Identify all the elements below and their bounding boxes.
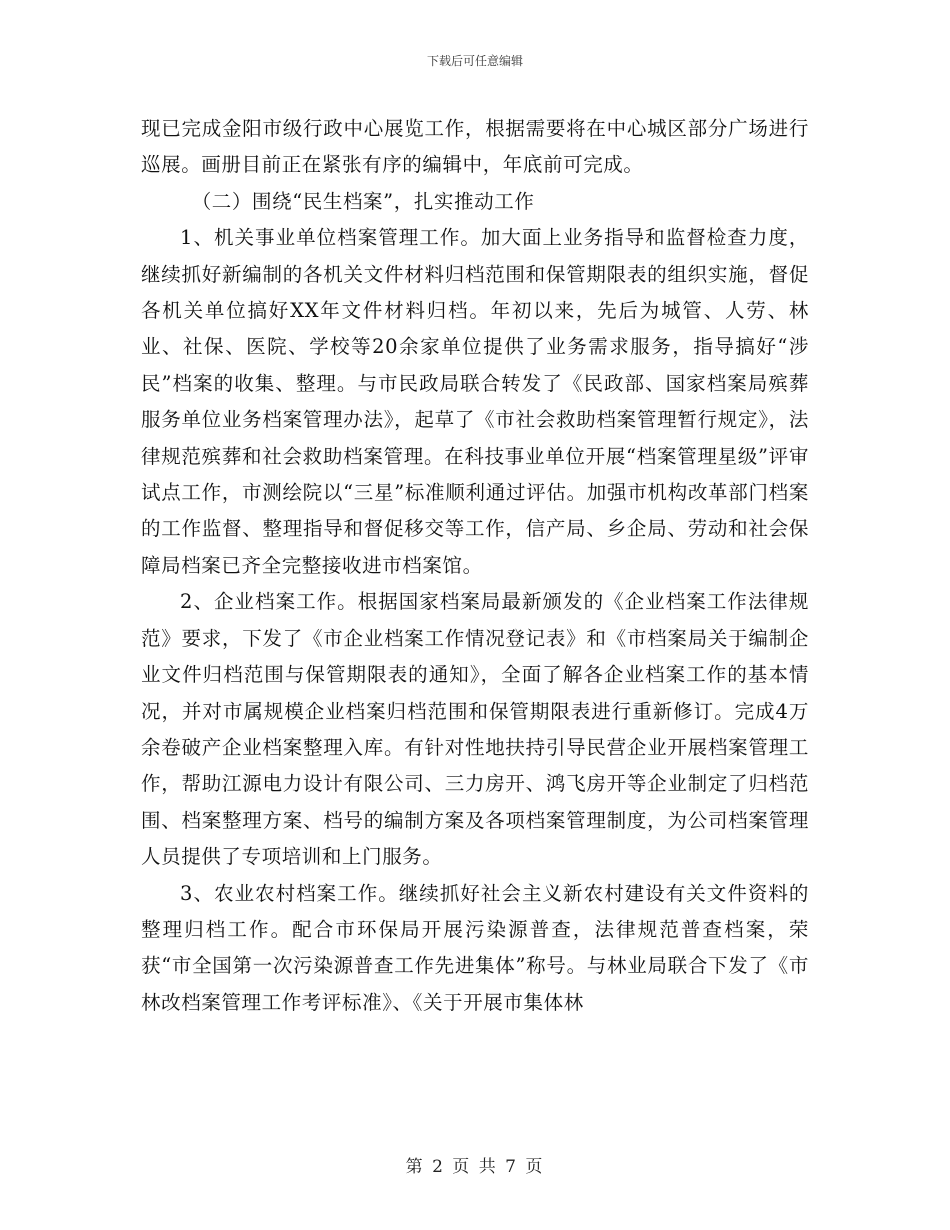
paragraph-agency-archives: 1、机关事业单位档案管理工作。加大面上业务指导和监督检查力度，继续抓好新编制的各机关文件材料归档范围和保管期限表的组织实施，督促各机关单位搞好XX年文件材料归档。年初以来，先后为城管、人劳、林业、社保、医院、学校等20余家单位提供了业务需求服务，指导搞好“涉民”档案的收集、整理。与市民政局联合转发了《民政部、国家档案局殡葬服务单位业务档案管理办法》，起草了《市社会救助档案管理暂行规定》，法律规范殡葬和社会救助档案管理。在科技事业单位开展“档案管理星级”评审试点工作，市测绘院以“三星”标准顺利通过评估。加强市机构改革部门档案的工作监督、整理指导和督促移交等工作，信产局、乡企局、劳动和社会保障局档案已齐全完整接收进市档案馆。	[141, 226, 809, 577]
paragraph-enterprise-archives: 2、企业档案工作。根据国家档案局最新颁发的《企业档案工作法律规范》要求，下发了《市企业档案工作情况登记表》和《市档案局关于编制企业文件归档范围与保管期限表的通知》，全面了解各企业档案工作的基本情况，并对市属规模企业档案归档范围和保管期限表进行重新修订。完成4万余卷破产企业档案整理入库。有针对性地扶持引导民营企业开展档案管理工作，帮助江源电力设计有限公司、三力房开、鸿飞房开等企业制定了归档范围、档案整理方案、档号的编制方案及各项档案管理制度，为公司档案管理人员提供了专项培训和上门服务。	[141, 590, 809, 869]
page-number: 第 2 页 共 7 页	[405, 1157, 545, 1177]
document-body	[141, 111, 809, 1021]
paragraph-rural-archives: 3、农业农村档案工作。继续抓好社会主义新农村建设有关文件资料的整理归档工作。配合市环保局开展污染源普查，法律规范普查档案，荣获“市全国第一次污染源普查工作先进集体”称号。与林业局联合下发了《市林改档案管理工作考评标准》、《关于开展市集体林	[141, 881, 809, 1014]
section-subheading: （二）围绕“民生档案”，扎实推动工作	[191, 189, 535, 213]
page-header: 下载后可任意编辑	[426, 54, 523, 68]
paragraph-continuation: 现已完成金阳市级行政中心展览工作，根据需要将在中心城区部分广场进行巡展。画册目前正在紧张有序的编辑中，年底前可完成。	[141, 117, 809, 177]
